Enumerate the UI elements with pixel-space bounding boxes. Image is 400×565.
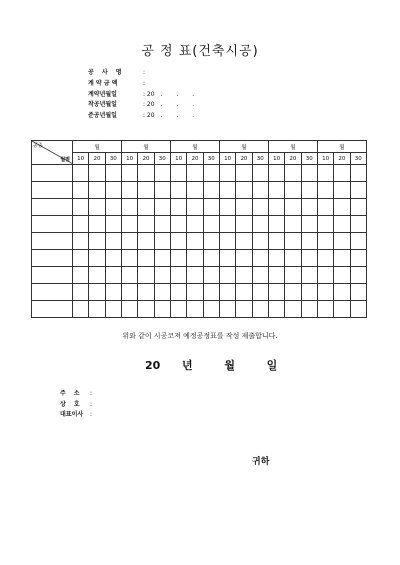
month-header-row (32, 141, 367, 153)
info-label: 공 사 명 (88, 69, 125, 76)
day-header: 20 (236, 153, 252, 165)
work-type-cell[interactable] (32, 284, 73, 301)
schedule-cell[interactable] (154, 199, 170, 216)
schedule-cell[interactable] (236, 301, 252, 318)
schedule-cell[interactable] (285, 182, 301, 199)
schedule-cell[interactable] (334, 284, 350, 301)
schedule-row (32, 165, 367, 182)
sign-row-company (60, 400, 92, 411)
addressee: 귀하 (252, 457, 270, 467)
schedule-cell[interactable] (252, 165, 268, 182)
schedule-cell[interactable] (138, 199, 154, 216)
schedule-cell[interactable] (219, 267, 235, 284)
day-header: 20 (334, 153, 350, 165)
schedule-row (32, 182, 367, 199)
schedule-cell[interactable] (285, 165, 301, 182)
sign-value: : (90, 390, 93, 397)
schedule-cell[interactable] (350, 267, 366, 284)
schedule-cell[interactable] (203, 216, 219, 233)
sign-label: 대표이사 (60, 411, 84, 418)
schedule-cell[interactable] (73, 199, 89, 216)
schedule-cell[interactable] (187, 284, 203, 301)
schedule-cell[interactable] (301, 267, 317, 284)
schedule-cell[interactable] (154, 216, 170, 233)
day-header: 10 (170, 153, 186, 165)
schedule-cell[interactable] (285, 267, 301, 284)
schedule-cell[interactable] (219, 233, 235, 250)
schedule-cell[interactable] (285, 250, 301, 267)
schedule-cell[interactable] (236, 182, 252, 199)
schedule-cell[interactable] (170, 216, 186, 233)
schedule-cell[interactable] (350, 284, 366, 301)
month-header: 월 (121, 141, 170, 153)
day-header: 10 (219, 153, 235, 165)
month-header: 월 (73, 141, 122, 153)
schedule-cell[interactable] (187, 165, 203, 182)
schedule-cell[interactable] (219, 216, 235, 233)
schedule-cell[interactable] (252, 233, 268, 250)
month-header: 월 (219, 141, 268, 153)
schedule-cell[interactable] (73, 165, 89, 182)
contract-info (88, 68, 200, 122)
info-label: 준공년월일 (88, 112, 117, 120)
schedule-cell[interactable] (154, 165, 170, 182)
schedule-cell[interactable] (89, 199, 105, 216)
corner-label-work-type: 공종 (33, 143, 43, 149)
schedule-cell[interactable] (268, 284, 284, 301)
schedule-cell[interactable] (268, 301, 284, 318)
date-dots: . . . (160, 101, 201, 109)
info-value: : (143, 79, 146, 87)
page-title: 공 정 표(건축시공) (141, 44, 259, 59)
schedule-cell[interactable] (138, 284, 154, 301)
sign-value: : (90, 400, 93, 408)
schedule-cell[interactable] (121, 267, 137, 284)
info-row-completion-date (88, 111, 200, 122)
schedule-row (32, 216, 367, 233)
schedule-cell[interactable] (105, 182, 121, 199)
schedule-cell[interactable] (350, 301, 366, 318)
sign-row-address (60, 389, 92, 400)
schedule-cell[interactable] (268, 250, 284, 267)
schedule-row (32, 284, 367, 301)
schedule-cell[interactable] (105, 216, 121, 233)
day-header: 30 (203, 153, 219, 165)
schedule-cell[interactable] (350, 182, 366, 199)
schedule-cell[interactable] (203, 199, 219, 216)
schedule-cell[interactable] (301, 284, 317, 301)
schedule-cell[interactable] (105, 199, 121, 216)
schedule-cell[interactable] (89, 182, 105, 199)
schedule-cell[interactable] (105, 233, 121, 250)
day-header: 30 (350, 153, 366, 165)
schedule-cell[interactable] (187, 216, 203, 233)
schedule-cell[interactable] (252, 267, 268, 284)
schedule-cell[interactable] (334, 165, 350, 182)
schedule-cell[interactable] (317, 267, 333, 284)
day-header: 10 (317, 153, 333, 165)
work-type-cell[interactable] (32, 301, 73, 318)
schedule-cell[interactable] (219, 182, 235, 199)
schedule-cell[interactable] (334, 267, 350, 284)
schedule-cell[interactable] (219, 301, 235, 318)
schedule-cell[interactable] (138, 233, 154, 250)
day-header: 20 (285, 153, 301, 165)
statement: 위와 같이 시공코져 예정공정표를 작성 제출합니다. (122, 332, 278, 340)
info-row-start-date (88, 100, 200, 111)
schedule-cell[interactable] (285, 301, 301, 318)
schedule-cell[interactable] (121, 250, 137, 267)
schedule-cell[interactable] (187, 182, 203, 199)
schedule-cell[interactable] (203, 250, 219, 267)
day-header: 10 (73, 153, 89, 165)
schedule-cell[interactable] (89, 250, 105, 267)
schedule-cell[interactable] (170, 199, 186, 216)
schedule-cell[interactable] (334, 301, 350, 318)
info-value: : (143, 69, 146, 76)
info-label: 착공년월일 (88, 101, 117, 109)
schedule-cell[interactable] (334, 250, 350, 267)
schedule-cell[interactable] (219, 165, 235, 182)
schedule-cell[interactable] (317, 250, 333, 267)
year-label: 년 (182, 359, 193, 372)
info-row-contract-date (88, 90, 200, 101)
schedule-cell[interactable] (170, 165, 186, 182)
schedule-cell[interactable] (317, 301, 333, 318)
schedule-cell[interactable] (138, 250, 154, 267)
corner-cell (32, 141, 73, 165)
schedule-cell[interactable] (317, 233, 333, 250)
schedule-cell[interactable] (285, 284, 301, 301)
schedule-cell[interactable] (301, 182, 317, 199)
schedule-table (31, 140, 367, 318)
submission-date (145, 357, 277, 373)
info-row-project-name (88, 68, 200, 79)
schedule-cell[interactable] (219, 284, 235, 301)
schedule-cell[interactable] (154, 267, 170, 284)
month-header: 월 (170, 141, 219, 153)
schedule-cell[interactable] (73, 182, 89, 199)
schedule-cell[interactable] (187, 267, 203, 284)
schedule-row (32, 267, 367, 284)
schedule-cell[interactable] (285, 233, 301, 250)
schedule-cell[interactable] (350, 199, 366, 216)
schedule-cell[interactable] (170, 250, 186, 267)
info-label: 계 약 금 액 (88, 79, 118, 87)
schedule-row (32, 250, 367, 267)
day-header: 30 (301, 153, 317, 165)
schedule-cell[interactable] (252, 284, 268, 301)
schedule-cell[interactable] (236, 233, 252, 250)
schedule-cell[interactable] (89, 284, 105, 301)
schedule-cell[interactable] (105, 250, 121, 267)
schedule-cell[interactable] (301, 250, 317, 267)
schedule-cell[interactable] (187, 250, 203, 267)
schedule-cell[interactable] (268, 165, 284, 182)
info-value: : 20 (143, 112, 155, 120)
schedule-cell[interactable] (268, 233, 284, 250)
schedule-cell[interactable] (73, 216, 89, 233)
schedule-cell[interactable] (301, 165, 317, 182)
corner-label-month: 월별 (60, 157, 70, 163)
schedule-cell[interactable] (121, 216, 137, 233)
sign-value: : (90, 411, 93, 418)
schedule-cell[interactable] (138, 301, 154, 318)
schedule-cell[interactable] (105, 284, 121, 301)
schedule-cell[interactable] (121, 182, 137, 199)
sign-label: 주 소 (60, 390, 83, 397)
schedule-cell[interactable] (170, 267, 186, 284)
schedule-cell[interactable] (89, 233, 105, 250)
schedule-cell[interactable] (203, 267, 219, 284)
schedule-cell[interactable] (334, 199, 350, 216)
schedule-cell[interactable] (252, 216, 268, 233)
schedule-cell[interactable] (268, 199, 284, 216)
schedule-cell[interactable] (154, 250, 170, 267)
work-type-cell[interactable] (32, 182, 73, 199)
day-header-row (32, 153, 367, 165)
month-header: 월 (317, 141, 366, 153)
schedule-cell[interactable] (350, 216, 366, 233)
info-label: 계약년월일 (88, 90, 117, 98)
schedule-cell[interactable] (268, 216, 284, 233)
schedule-cell[interactable] (350, 165, 366, 182)
schedule-cell[interactable] (219, 199, 235, 216)
schedule-cell[interactable] (73, 233, 89, 250)
schedule-cell[interactable] (105, 301, 121, 318)
schedule-cell[interactable] (73, 267, 89, 284)
schedule-cell[interactable] (203, 165, 219, 182)
schedule-cell[interactable] (121, 284, 137, 301)
schedule-cell[interactable] (252, 199, 268, 216)
schedule-cell[interactable] (252, 250, 268, 267)
schedule-cell[interactable] (138, 165, 154, 182)
schedule-cell[interactable] (203, 182, 219, 199)
sign-row-ceo (60, 410, 92, 421)
work-type-cell[interactable] (32, 216, 73, 233)
schedule-cell[interactable] (105, 165, 121, 182)
schedule-cell[interactable] (121, 233, 137, 250)
schedule-cell[interactable] (154, 301, 170, 318)
schedule-cell[interactable] (301, 233, 317, 250)
day-header: 20 (138, 153, 154, 165)
day-label: 일 (266, 359, 278, 372)
schedule-cell[interactable] (187, 301, 203, 318)
schedule-cell[interactable] (154, 233, 170, 250)
day-header: 20 (89, 153, 105, 165)
schedule-cell[interactable] (154, 284, 170, 301)
day-header: 20 (187, 153, 203, 165)
schedule-cell[interactable] (89, 165, 105, 182)
schedule-cell[interactable] (236, 216, 252, 233)
schedule-cell[interactable] (219, 250, 235, 267)
schedule-cell[interactable] (73, 250, 89, 267)
year-prefix: 20 (145, 359, 161, 372)
schedule-cell[interactable] (154, 182, 170, 199)
schedule-cell[interactable] (301, 216, 317, 233)
day-header: 30 (252, 153, 268, 165)
day-header: 30 (154, 153, 170, 165)
schedule-cell[interactable] (350, 233, 366, 250)
month-label: 월 (224, 359, 235, 372)
schedule-cell[interactable] (73, 284, 89, 301)
schedule-cell[interactable] (285, 216, 301, 233)
schedule-cell[interactable] (236, 267, 252, 284)
schedule-cell[interactable] (121, 199, 137, 216)
signature-block (60, 389, 92, 421)
schedule-cell[interactable] (138, 267, 154, 284)
date-dots: . . . (160, 112, 201, 120)
schedule-cell[interactable] (170, 233, 186, 250)
work-type-cell[interactable] (32, 199, 73, 216)
schedule-row (32, 199, 367, 216)
schedule-cell[interactable] (317, 199, 333, 216)
schedule-cell[interactable] (89, 216, 105, 233)
schedule-row (32, 233, 367, 250)
day-header: 10 (268, 153, 284, 165)
info-row-contract-amount (88, 79, 200, 90)
schedule-cell[interactable] (236, 199, 252, 216)
month-header: 월 (268, 141, 317, 153)
schedule-cell[interactable] (187, 199, 203, 216)
schedule-cell[interactable] (170, 301, 186, 318)
schedule-cell[interactable] (187, 233, 203, 250)
schedule-cell[interactable] (236, 284, 252, 301)
schedule-cell[interactable] (138, 216, 154, 233)
schedule-cell[interactable] (138, 182, 154, 199)
schedule-cell[interactable] (317, 216, 333, 233)
schedule-cell[interactable] (105, 267, 121, 284)
schedule-cell[interactable] (268, 267, 284, 284)
schedule-cell[interactable] (73, 301, 89, 318)
schedule-cell[interactable] (317, 284, 333, 301)
work-type-cell[interactable] (32, 250, 73, 267)
info-value: : 20 (143, 90, 155, 98)
schedule-cell[interactable] (317, 165, 333, 182)
schedule-cell[interactable] (203, 301, 219, 318)
schedule-cell[interactable] (170, 182, 186, 199)
schedule-cell[interactable] (203, 284, 219, 301)
work-type-cell[interactable] (32, 165, 73, 182)
schedule-cell[interactable] (203, 233, 219, 250)
schedule-cell[interactable] (350, 250, 366, 267)
schedule-cell[interactable] (89, 267, 105, 284)
day-header: 30 (105, 153, 121, 165)
schedule-cell[interactable] (236, 165, 252, 182)
work-type-cell[interactable] (32, 233, 73, 250)
schedule-cell[interactable] (334, 216, 350, 233)
schedule-cell[interactable] (285, 199, 301, 216)
day-header: 10 (121, 153, 137, 165)
date-dots: . . . (160, 90, 201, 98)
schedule-cell[interactable] (301, 301, 317, 318)
schedule-cell[interactable] (121, 301, 137, 318)
schedule-cell[interactable] (268, 182, 284, 199)
work-type-cell[interactable] (32, 267, 73, 284)
schedule-cell[interactable] (170, 284, 186, 301)
schedule-cell[interactable] (317, 182, 333, 199)
schedule-row (32, 301, 367, 318)
sign-label: 상 호 (60, 400, 83, 408)
schedule-cell[interactable] (252, 301, 268, 318)
schedule-cell[interactable] (121, 165, 137, 182)
schedule-cell[interactable] (236, 250, 252, 267)
schedule-cell[interactable] (334, 233, 350, 250)
schedule-cell[interactable] (89, 301, 105, 318)
schedule-cell[interactable] (334, 182, 350, 199)
info-value: : 20 (143, 101, 155, 109)
schedule-cell[interactable] (252, 182, 268, 199)
schedule-cell[interactable] (301, 199, 317, 216)
